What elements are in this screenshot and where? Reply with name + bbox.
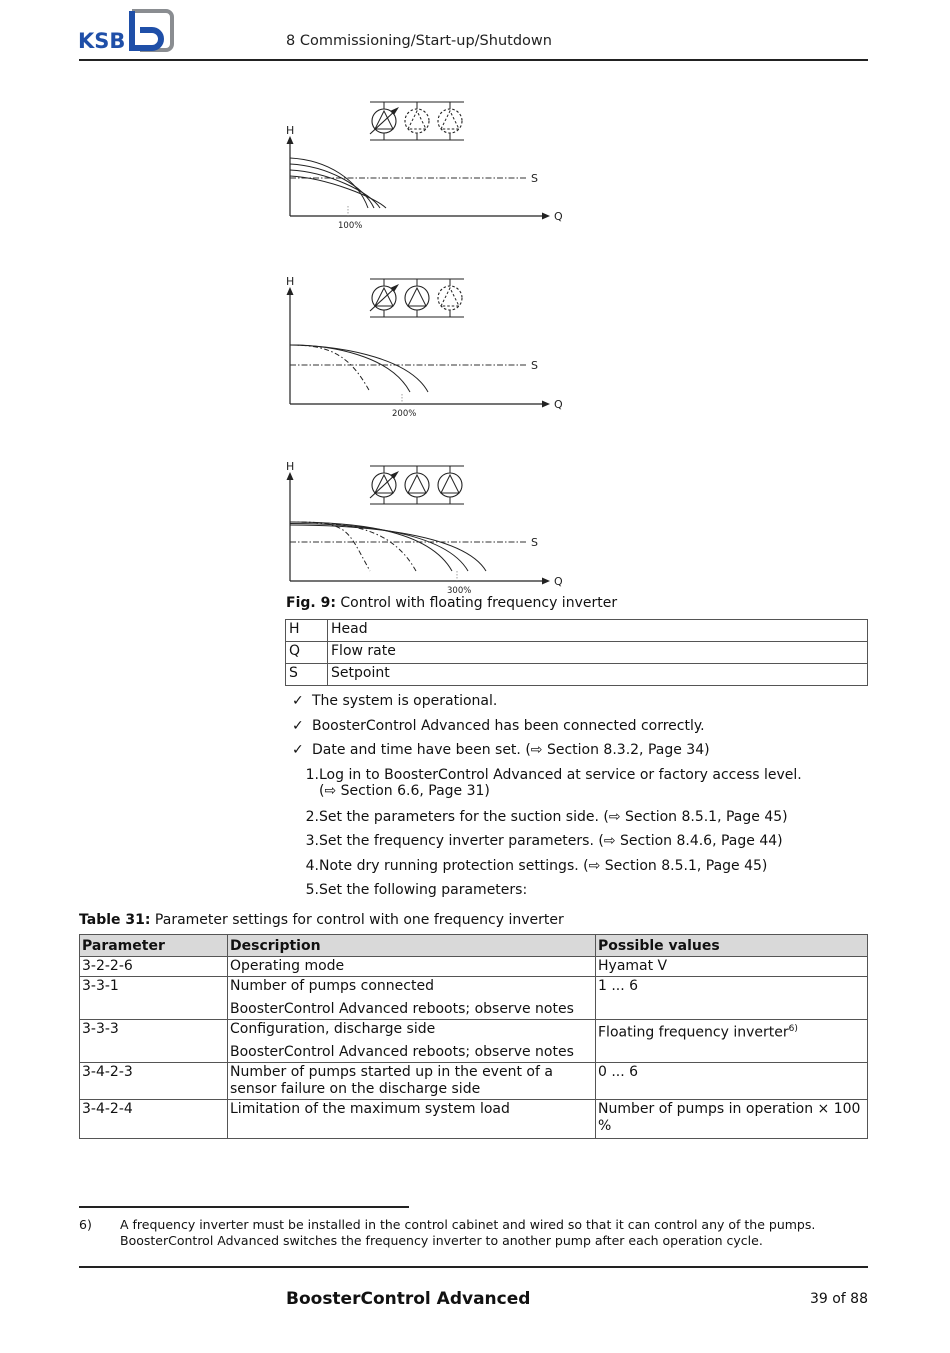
step-reference: (⇨ Section 6.6, Page 31) bbox=[319, 782, 490, 799]
axis-label-q: Q bbox=[554, 398, 563, 411]
pump-curve bbox=[290, 524, 468, 572]
checkmark-icon: ✓ bbox=[292, 693, 304, 709]
description-text: Configuration, discharge side bbox=[230, 1021, 436, 1037]
step-item bbox=[292, 833, 852, 858]
figure-panel-1 bbox=[284, 100, 574, 240]
logo-mark-icon bbox=[126, 8, 176, 52]
figure-caption bbox=[286, 595, 617, 611]
step-number: 1. bbox=[305, 766, 319, 783]
step-item bbox=[292, 882, 852, 907]
prerequisite-text: Date and time have been set. (⇨ Section 8.3.2, Page 34) bbox=[312, 742, 710, 758]
value-text: Floating frequency inverter bbox=[598, 1024, 789, 1041]
table-row bbox=[80, 1063, 868, 1100]
description-cell: Number of pumps started up in the event of a sensor failure on the discharge side bbox=[228, 1063, 596, 1100]
pump-symbols bbox=[370, 102, 464, 140]
page-number: 39 of 88 bbox=[809, 1291, 868, 1307]
figure-caption-label: Fig. 9: bbox=[286, 595, 336, 611]
y-axis-arrow-icon bbox=[287, 287, 294, 295]
step-text: Note dry running protection settings. (⇨ Section 8.5.1, Page 45) bbox=[319, 857, 768, 874]
setpoint-label: S bbox=[531, 359, 538, 372]
step-number: 2. bbox=[305, 808, 319, 825]
legend-value: Head bbox=[328, 620, 868, 642]
column-header: Description bbox=[228, 935, 596, 957]
column-header: Parameter bbox=[80, 935, 228, 957]
value-cell: 0 ... 6 bbox=[596, 1063, 868, 1100]
pump-curve bbox=[290, 345, 428, 392]
axis-label-q: Q bbox=[554, 575, 563, 588]
prerequisite-item bbox=[292, 742, 852, 767]
step-item bbox=[292, 767, 852, 809]
figure-legend-table bbox=[285, 619, 868, 686]
table-row bbox=[80, 957, 868, 977]
step-text: Set the parameters for the suction side. (⇨ Section 8.5.1, Page 45) bbox=[319, 808, 788, 825]
parameter-cell: 3-4-2-3 bbox=[80, 1063, 228, 1100]
step-text: Set the following parameters: bbox=[319, 882, 528, 898]
checkmark-icon: ✓ bbox=[292, 717, 304, 734]
ksb-logo bbox=[78, 8, 178, 54]
header-rule bbox=[79, 59, 868, 61]
chapter-title: 8 Commissioning/Start-up/Shutdown bbox=[286, 33, 552, 49]
step-text: Log in to BoosterControl Advanced at service or factory access level. bbox=[319, 766, 802, 783]
axis-label-h: H bbox=[286, 124, 295, 137]
pump-curve bbox=[290, 522, 370, 571]
legend-key: H bbox=[286, 620, 328, 642]
procedure-steps bbox=[292, 693, 852, 907]
description-cell bbox=[228, 1020, 596, 1063]
legend-row bbox=[286, 642, 868, 664]
footnote-rule bbox=[79, 1206, 409, 1208]
description-note: BoosterControl Advanced reboots; observe notes bbox=[230, 1044, 574, 1060]
checkmark-icon: ✓ bbox=[292, 742, 304, 758]
prerequisite-text: The system is operational. bbox=[312, 693, 498, 709]
table-caption bbox=[79, 912, 564, 928]
column-header: Possible values bbox=[596, 935, 868, 957]
value-cell: Hyamat V bbox=[596, 957, 868, 977]
legend-key: S bbox=[286, 664, 328, 686]
footnote-text: A frequency inverter must be installed in the control cabinet and wired so that it can control any of the pumps. BoosterControl Advanced switches the frequency inverter to another pump after each operation cycle. bbox=[120, 1217, 816, 1248]
step-text: Set the frequency inverter parameters. (⇨ Section 8.4.6, Page 44) bbox=[319, 833, 783, 849]
step-number: 3. bbox=[305, 833, 319, 849]
pump-symbols bbox=[370, 466, 464, 504]
pump-curve bbox=[290, 525, 486, 571]
description-note: BoosterControl Advanced reboots; observe notes bbox=[230, 1001, 574, 1017]
value-cell: Number of pumps in operation × 100 % bbox=[596, 1100, 868, 1139]
table-caption-label: Table 31: bbox=[79, 912, 151, 928]
axis-label-q: Q bbox=[554, 210, 563, 223]
pump-curve bbox=[290, 522, 416, 571]
setpoint-label: S bbox=[531, 536, 538, 549]
step-item bbox=[292, 858, 852, 883]
axis-label-h: H bbox=[286, 460, 295, 473]
pump-curve bbox=[290, 345, 410, 392]
table-row bbox=[80, 977, 868, 1020]
footnote-ref[interactable]: 6) bbox=[788, 1024, 798, 1034]
pump-curve bbox=[290, 164, 374, 208]
y-axis-arrow-icon bbox=[287, 472, 294, 480]
parameter-cell: 3-3-3 bbox=[80, 1020, 228, 1063]
axis-label-h: H bbox=[286, 275, 295, 288]
footer-rule bbox=[79, 1266, 868, 1268]
pump-curve bbox=[290, 170, 380, 208]
setpoint-label: S bbox=[531, 172, 538, 185]
x-axis-arrow-icon bbox=[542, 578, 550, 585]
step-number: 5. bbox=[305, 882, 319, 898]
legend-row bbox=[286, 620, 868, 642]
step-number: 4. bbox=[305, 857, 319, 874]
description-cell: Limitation of the maximum system load bbox=[228, 1100, 596, 1139]
figure-panel-2 bbox=[284, 277, 574, 417]
flow-percent-label: 100% bbox=[338, 221, 363, 231]
value-cell bbox=[596, 1020, 868, 1063]
legend-key: Q bbox=[286, 642, 328, 664]
description-cell bbox=[228, 977, 596, 1020]
parameter-cell: 3-4-2-4 bbox=[80, 1100, 228, 1139]
figure-panel-3 bbox=[284, 460, 574, 604]
legend-value: Setpoint bbox=[328, 664, 868, 686]
value-cell: 1 ... 6 bbox=[596, 977, 868, 1020]
product-name: BoosterControl Advanced bbox=[286, 1289, 531, 1309]
figure-caption-text: Control with floating frequency inverter bbox=[340, 595, 618, 611]
parameter-cell: 3-2-2-6 bbox=[80, 957, 228, 977]
legend-row bbox=[286, 664, 868, 686]
description-cell bbox=[228, 957, 596, 977]
table-caption-text: Parameter settings for control with one frequency inverter bbox=[154, 912, 564, 928]
flow-percent-label: 300% bbox=[447, 586, 472, 596]
x-axis-arrow-icon bbox=[542, 213, 550, 220]
step-item bbox=[292, 809, 852, 834]
prerequisite-item bbox=[292, 718, 852, 743]
y-axis-arrow-icon bbox=[287, 136, 294, 144]
prerequisite-text: BoosterControl Advanced has been connected correctly. bbox=[312, 717, 705, 734]
parameter-cell: 3-3-1 bbox=[80, 977, 228, 1020]
logo-text: KSB bbox=[78, 29, 126, 53]
pump-symbols bbox=[370, 279, 464, 317]
table-row bbox=[80, 1100, 868, 1139]
flow-percent-label: 200% bbox=[392, 409, 417, 419]
parameter-table bbox=[79, 934, 868, 1139]
table-row bbox=[80, 1020, 868, 1063]
x-axis-arrow-icon bbox=[542, 401, 550, 408]
prerequisite-item bbox=[292, 693, 852, 718]
legend-value: Flow rate bbox=[328, 642, 868, 664]
table-header-row bbox=[80, 935, 868, 957]
description-text: Number of pumps connected bbox=[230, 978, 434, 994]
footnote-number: 6) bbox=[79, 1217, 92, 1232]
description-text: Operating mode bbox=[230, 958, 345, 974]
